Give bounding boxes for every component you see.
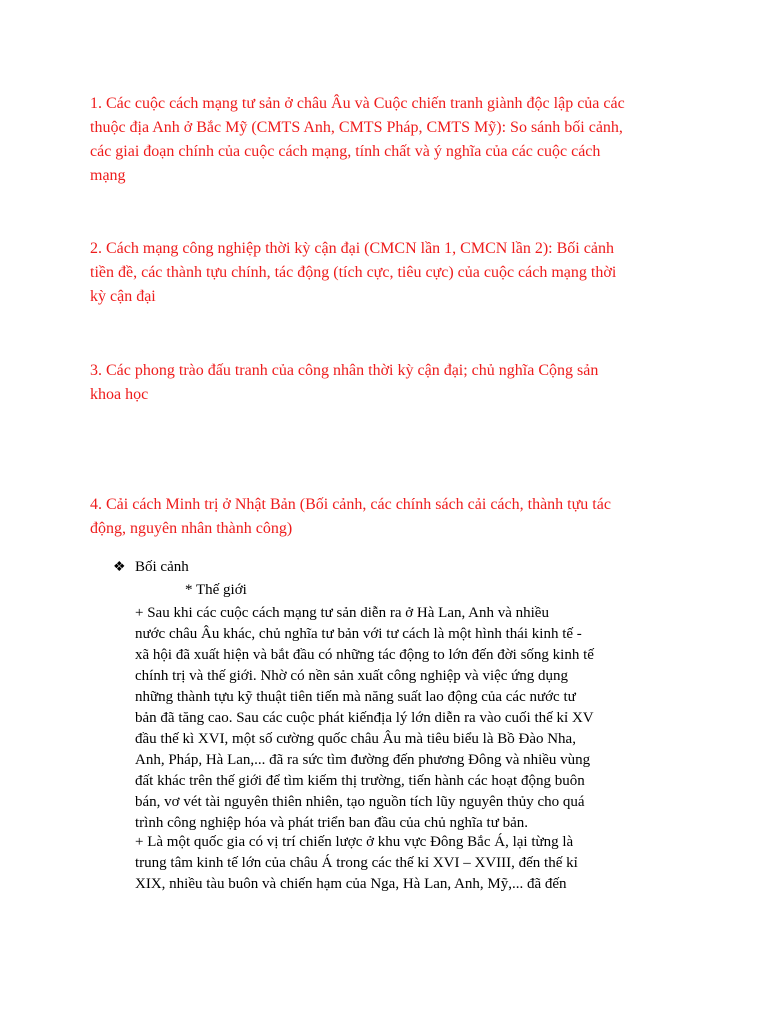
body-paragraph-1 xyxy=(135,603,695,834)
question-1 xyxy=(90,92,700,188)
diamond-bullet-icon: ❖ xyxy=(113,560,126,575)
question-4-line: 4. Cải cách Minh trị ở Nhật Bản (Bối cảnh, các chính sách cải cách, thành tựu tác xyxy=(90,496,611,513)
paragraph-line: trình công nghiệp hóa và phát triển ban đầu của chủ nghĩa tư bản. xyxy=(135,815,529,831)
question-3 xyxy=(90,359,700,407)
question-2 xyxy=(90,237,700,309)
paragraph-line: xã hội đã xuất hiện và bắt đầu có những tác động to lớn đến đời sống kinh tế xyxy=(135,647,594,663)
paragraph-line: nước châu Âu khác, chủ nghĩa tư bản với tư cách là một hình thái kinh tế - xyxy=(135,626,582,642)
question-4 xyxy=(90,493,700,541)
paragraph-line: chính trị và thế giới. Nhờ có nền sản xuất công nghiệp và việc ứng dụng xyxy=(135,668,569,684)
section-heading xyxy=(113,557,189,578)
subheading-world: * Thế giới xyxy=(185,582,247,598)
paragraph-line: trung tâm kinh tế lớn của châu Á trong các thế kỉ XVI – XVIII, đến thế kỉ xyxy=(135,855,578,871)
paragraph-line: Anh, Pháp, Hà Lan,... đã ra sức tìm đường đến phương Đông và nhiều vùng xyxy=(135,752,591,768)
paragraph-line: XIX, nhiều tàu buôn và chiến hạm của Nga, Hà Lan, Anh, Mỹ,... đã đến xyxy=(135,876,567,892)
body-paragraph-2 xyxy=(135,832,695,895)
question-3-line: 3. Các phong trào đấu tranh của công nhân thời kỳ cận đại; chủ nghĩa Cộng sản xyxy=(90,362,599,379)
paragraph-line: đất khác trên thế giới để tìm kiếm thị trường, tiến hành các hoạt động buôn xyxy=(135,773,585,789)
question-3-line: khoa học xyxy=(90,386,149,403)
question-2-line: kỳ cận đại xyxy=(90,288,156,305)
question-1-line: 1. Các cuộc cách mạng tư sản ở châu Âu và Cuộc chiến tranh giành độc lập của các xyxy=(90,95,625,112)
paragraph-line: bán, vơ vét tài nguyên thiên nhiên, tạo nguồn tích lũy nguyên thủy cho quá xyxy=(135,794,585,810)
question-2-line: tiền đề, các thành tựu chính, tác động (tích cực, tiêu cực) của cuộc cách mạng thời xyxy=(90,264,617,281)
question-1-line: mạng xyxy=(90,167,126,184)
question-4-line: động, nguyên nhân thành công) xyxy=(90,520,293,537)
paragraph-line: + Sau khi các cuộc cách mạng tư sản diễn ra ở Hà Lan, Anh và nhiều xyxy=(135,605,549,621)
paragraph-line: những thành tựu kỹ thuật tiên tiến mà năng suất lao động của các nước tư xyxy=(135,689,576,705)
question-1-line: thuộc địa Anh ở Bắc Mỹ (CMTS Anh, CMTS Pháp, CMTS Mỹ): So sánh bối cảnh, xyxy=(90,119,623,136)
paragraph-line: đầu thế kì XVI, một số cường quốc châu Âu mà tiêu biểu là Bồ Đào Nha, xyxy=(135,731,576,747)
paragraph-line: + Là một quốc gia có vị trí chiến lược ở khu vực Đông Bắc Á, lại từng là xyxy=(135,834,574,850)
section-heading-text: Bối cảnh xyxy=(135,559,189,575)
question-1-line: các giai đoạn chính của cuộc cách mạng, tính chất và ý nghĩa của các cuộc cách xyxy=(90,143,601,160)
question-2-line: 2. Cách mạng công nghiệp thời kỳ cận đại (CMCN lần 1, CMCN lần 2): Bối cảnh xyxy=(90,240,614,257)
paragraph-line: bản đã tăng cao. Sau các cuộc phát kiếnđịa lý lớn diễn ra vào cuối thế kỉ XV xyxy=(135,710,594,726)
